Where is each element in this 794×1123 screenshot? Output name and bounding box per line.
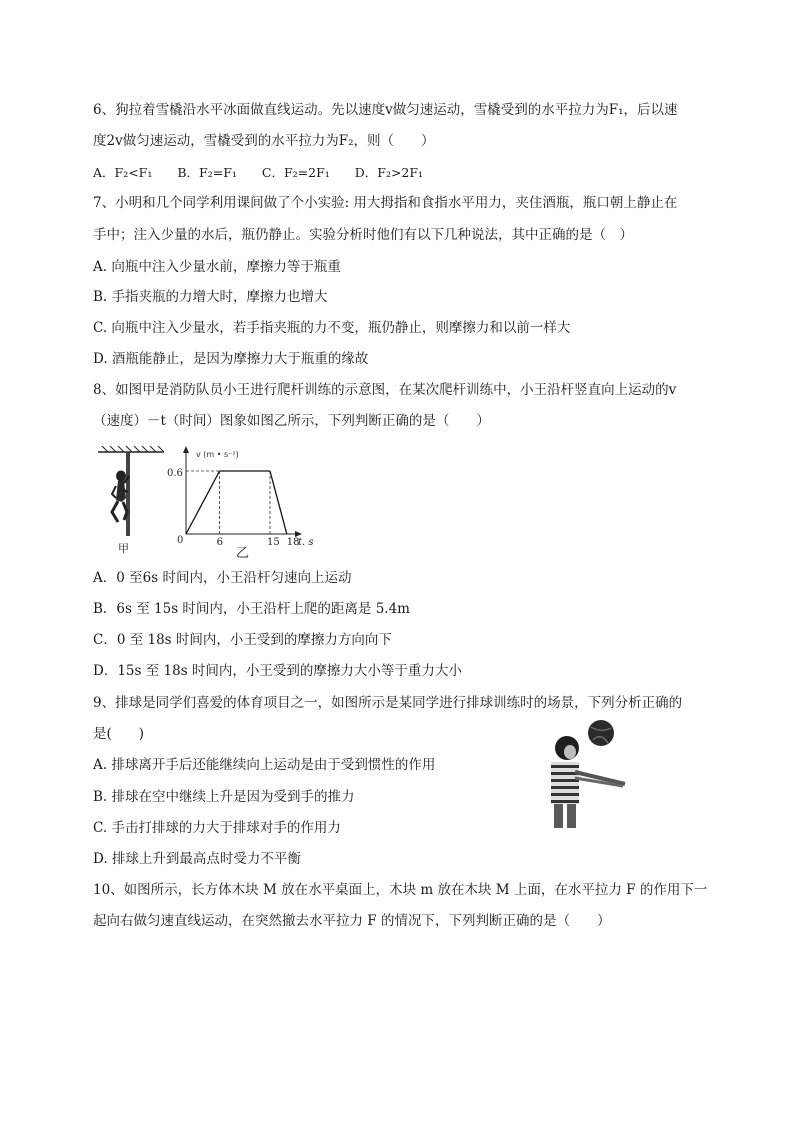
q8-option-b: B．6s 至 15s 时间内，小王沿杆上爬的距离是 5.4m — [93, 601, 410, 617]
figure-label-jia: 甲 — [118, 542, 129, 555]
q9-option-b: B. 排球在空中继续上升是因为受到手的推力 — [93, 789, 355, 805]
q9-stem-line2: 是( ) — [93, 726, 145, 742]
q7-option-b: B. 手指夹瓶的力增大时，摩擦力也增大 — [93, 289, 328, 305]
origin-label: 0 — [177, 535, 184, 546]
q7-option-c: C. 向瓶中注入少量水，若手指夹瓶的力不变，瓶仍静止，则摩擦力和以前一样大 — [93, 320, 571, 336]
series-segment — [270, 471, 287, 534]
q6-options: A．F₂<F₁ B．F₂=F₁ C．F₂=2F₁ D．F₂>2F₁ — [93, 165, 424, 180]
figure-label-yi: 乙 — [236, 546, 250, 561]
q7-option-d: D. 酒瓶能静止，是因为摩擦力大于瓶重的缘故 — [93, 351, 369, 367]
q9-stem-line1: 9、排球是同学们喜爱的体育项目之一，如图所示是某同学进行排球训练时的场景，下列分析正确的 — [93, 695, 683, 711]
q8-option-a: A．0 至6s 时间内，小王沿杆匀速向上运动 — [93, 570, 352, 586]
q9-option-a: A. 排球离开手后还能继续向上运动是由于受到惯性的作用 — [93, 757, 436, 773]
q7-option-a: A. 向瓶中注入少量水前，摩擦力等于瓶重 — [93, 259, 341, 275]
q8-stem-line1: 8、如图甲是消防队员小王进行爬杆训练的示意图，在某次爬杆训练中，小王沿杆竖直向上运动的v — [93, 382, 677, 398]
q6-stem-line2: 度2v做匀速运动，雪橇受到的水平拉力为F₂，则（ ） — [93, 133, 435, 149]
q9-option-d: D. 排球上升到最高点时受力不平衡 — [93, 851, 301, 867]
volleyball — [588, 720, 614, 746]
y-axis-arrow — [183, 446, 189, 453]
q7-stem-line2: 手中；注入少量的水后，瓶仍静止。实验分析时他们有以下几种说法，其中正确的是（ ） — [93, 227, 633, 243]
y-axis-label: v (m • s⁻¹) — [196, 450, 239, 459]
figure-climber — [96, 446, 166, 556]
q9-option-c: C. 手击打排球的力大于排球对手的作用力 — [93, 820, 341, 836]
q6-stem-line1: 6、狗拉着雪橇沿水平冰面做直线运动。先以速度v做匀速运动，雪橇受到的水平拉力为F₁，后以速 — [93, 102, 678, 118]
figure-vt-graph — [166, 444, 326, 564]
q10-stem-line1: 10、如图所示，长方体木块 M 放在水平桌面上，木块 m 放在木块 M 上面，在水平拉力 F 的作用下一 — [93, 882, 708, 898]
q8-option-c: C．0 至 18s 时间内，小王受到的摩擦力方向向下 — [93, 632, 392, 648]
x-tick-label: 15 — [267, 537, 280, 548]
q8-stem-line2: （速度）－t（时间）图象如图乙所示，下列判断正确的是（ ） — [93, 413, 490, 429]
climber-illustration — [96, 446, 166, 556]
figure-volleyball-player — [545, 718, 635, 830]
y-tick-label: 0.6 — [167, 468, 183, 479]
x-tick-label: 18 — [286, 537, 300, 548]
q7-stem-line1: 7、小明和几个同学利用课间做了个小实验: 用大拇指和食指水平用力，夹住酒瓶，瓶口朝上静止在 — [93, 195, 678, 211]
x-axis-label: t. s — [298, 537, 314, 548]
q10-stem-line2: 起向右做匀速直线运动，在突然撤去水平拉力 F 的情况下，下列判断正确的是（ ） — [93, 913, 611, 929]
x-tick-label: 6 — [216, 537, 223, 548]
volleyball-illustration — [545, 718, 635, 830]
q8-option-d: D．15s 至 18s 时间内，小王受到的摩擦力大小等于重力大小 — [93, 663, 462, 679]
series-segment — [186, 471, 220, 534]
